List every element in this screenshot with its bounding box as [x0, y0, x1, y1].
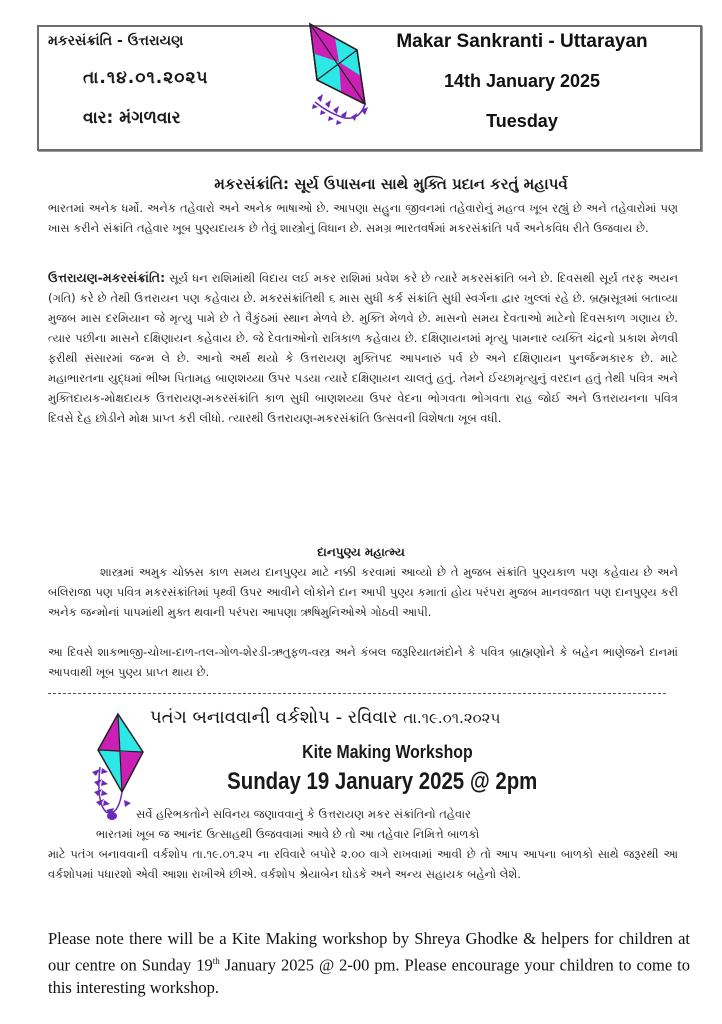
english-note-superscript: th — [212, 956, 220, 966]
section-divider — [48, 693, 666, 694]
daan-title: દાનપુણ્ય મહાત્મ્ય — [317, 545, 405, 559]
article-intro: ભારતમાં અનેક ધર્મો. અનેક તહેવારો અને અનેક ભાષાઓ છે. આપણા સહુના જીવનમાં તહેવારોનું મહત્વ ખૂબ રહ્યું છે અને તહેવારોમાં પણ ખાસ કરીને સંક્રાંતિ તહેવાર ખૂબ પુણ્યદાયક છે તેવું શાસ્ત્રોનું વિધાન છે. સમગ્ર ભારતવર્ષમાં મકરસંક્રાંતિ પર્વ અનેકવિધ રીતે ઉજવાય છે. — [48, 201, 678, 235]
header-gujarati-day: વાર: મંગળવાર — [83, 108, 181, 128]
workshop-gujarati-line1: સર્વે હરિભકતોને સવિનય જણાવવાનું કે ઉત્તરાયણ મકર સંક્રાંતિનો તહેવાર — [136, 807, 471, 821]
uttarayan-lead: ઉત્તરાયણ-મકરસંક્રાંતિ: — [48, 270, 166, 285]
daan-paragraph: શાસ્ત્રમાં અમુક ચોક્કસ કાળ સમય દાનપુણ્ય માટે નક્કી કરવામાં આવ્યો છે તે મુજબ સંક્રાંતિ પુણ્યકાળ પણ કહેવાય છે અને બલિરાજા પણ પવિત્ર મકરસંક્રાંતિમાં પૃથ્વી ઉપર આવીને લોકોને દાન આપી પુણ્ય કમાતાં હોય પરંપરા મુજબ માનવજાત પણ દાનપુણ્ય કરી અનેક જન્મોનાં પાપમાંથી મુક્ત થવાની પરંપરા આપણા ઋષિમુનિઓએ ગોઠવી આપી. — [48, 565, 678, 619]
daan-items-paragraph: આ દિવસે શાકભાજી-ચોખા-દાળ-તલ-ગોળ-શેરડી-ઋતુફળ-વસ્ત્ર અને કંબલ જરૂરિયાતમંદોને કે પવિત્ર બ્રાહ્મણોને કે બહેન ભાણેજને દાનમાં આપવાથી ખૂબ પુણ્ય પ્રાપ્ત થાય છે. — [48, 645, 678, 679]
header-english-date: 14th January 2025 — [443, 71, 601, 91]
workshop-gujarati-rest: માટે પતંગ બનાવવાની વર્કશોપ તા.૧૯.૦૧.૨૫ ના રવિવારે બપોરે ૨.૦૦ વાગે રાખવામાં આવી છે તો આપ આપના બાળકો સાથે જરૂરથી આ વર્કશોપમાં પધારશો એવી આશા રાખીએ છીએ. વર્કશોપ શ્રેયાબેન ઘોડકે અને અન્ય સહાયક બહેનો લેશે. — [48, 847, 678, 881]
workshop-gujarati-paragraph — [48, 804, 678, 884]
workshop-gujarati-date: તા.૧૯.૦૧.૨૦૨૫ — [403, 709, 501, 727]
english-note-part2: January 2025 @ 2-00 pm. Please encourage your children to come to this interesting workshop. — [48, 955, 691, 997]
workshop-gujarati-heading — [150, 707, 500, 728]
header-english-title: Makar Sankranti - Uttarayan — [396, 31, 648, 52]
workshop-english-title: Kite Making Workshop — [302, 742, 473, 762]
workshop-english-date: Sunday 19 January 2025 @ 2pm — [227, 768, 538, 795]
article-title: મકરસંક્રાંતિ: સૂર્ય ઉપાસના સાથે મુક્તિ પ્રદાન કરતું મહાપર્વ — [214, 175, 568, 193]
header-gujarati-title: મકરસંક્રાંતિ - ઉત્તરાયણ — [48, 33, 184, 49]
english-note-part1: Please note there will be a Kite Making workshop by Shreya Ghodke & helpers for children at our centre on Sunday 19 — [48, 929, 690, 975]
workshop-gujarati-title: પતંગ બનાવવાની વર્કશોપ - રવિવાર — [150, 707, 398, 728]
uttarayan-paragraph — [48, 268, 678, 428]
header-english-day: Tuesday — [486, 111, 558, 131]
uttarayan-body: સૂર્ય ધન રાશિમાંથી વિદાય લઈ મકર રાશિમાં પ્રવેશ કરે છે ત્યારે મકરસંક્રાંતિ બને છે. દિવસથી સૂર્ય તરફ અયન (ગતિ) કરે છે તેથી ઉત્તરાયન પણ કહેવાય છે. મકરસંક્રાંતિથી ૬ માસ સુધી કર્ક સંક્રાંતિ સુધી સ્વર્ગના દ્વાર ખુલ્લાં રહે છે. બ્રહ્મસૂત્રમાં બતાવ્યા મુજબ માસ દરમિયાન જે મૃત્યુ પામે છે તે વૈકુંઠમાં સ્થાન મેળવે છે. મુક્તિ મેળવે છે. માસનો સમય દેવતાઓ માટેનો દિવસકાળ ગણાય છે. ત્યાર પછીના માસને દક્ષિણાયન કહેવાય છે. જે દેવતાઓનો રાત્રિકાળ કહેવાય છે. દક્ષિણાયનમાં મૃત્યુ પામનાર વ્યક્તિ ચંદ્રનો પ્રકાશ મેળવી ફરીથી સંસારમાં જન્મ લે છે. આનો અર્થ થયો કે ઉત્તરાયણ મુક્તિપદ આપનારું પર્વ છે અને દક્ષિણાયન પુનર્જન્મકારક છે. માટે મહાભારતના યુદ્ધમાં ભીષ્મ પિતામહ બાણશય્યા ઉપર પડયા ત્યારે દક્ષિણાયન ચાલતું હતું. તેમને ઈચ્છામૃત્યુનું વરદાન હતું તેથી પવિત્ર અને મુક્તિદાયક-મોક્ષદાયક ઉત્તરાયણ-મકરસંક્રાંતિ કાળ સુધી બાણશય્યા ઉપર વેદના ભોગવતા ભોગવતા રાહ જોઈ અને ઉત્તરાયનના પવિત્ર દિવસે દેહ છોડીને મોક્ષ પ્રાપ્ત કરી લીધો. ત્યારથી ઉત્તરાયણ-મકરસંક્રાંતિ ઉત્સવની વિશેષતા ખૂબ વધી. — [48, 271, 679, 425]
header-gujarati-date: તા.૧૪.૦૧.૨૦૨૫ — [83, 68, 209, 88]
workshop-english-note — [48, 928, 690, 999]
kite-icon — [305, 22, 375, 127]
workshop-gujarati-line2: ભારતમાં ખૂબ જ આનંદ ઉત્સાહથી ઉજવવામાં આવે છે તો આ તહેવાર નિમિત્તે બાળકો — [96, 827, 480, 841]
